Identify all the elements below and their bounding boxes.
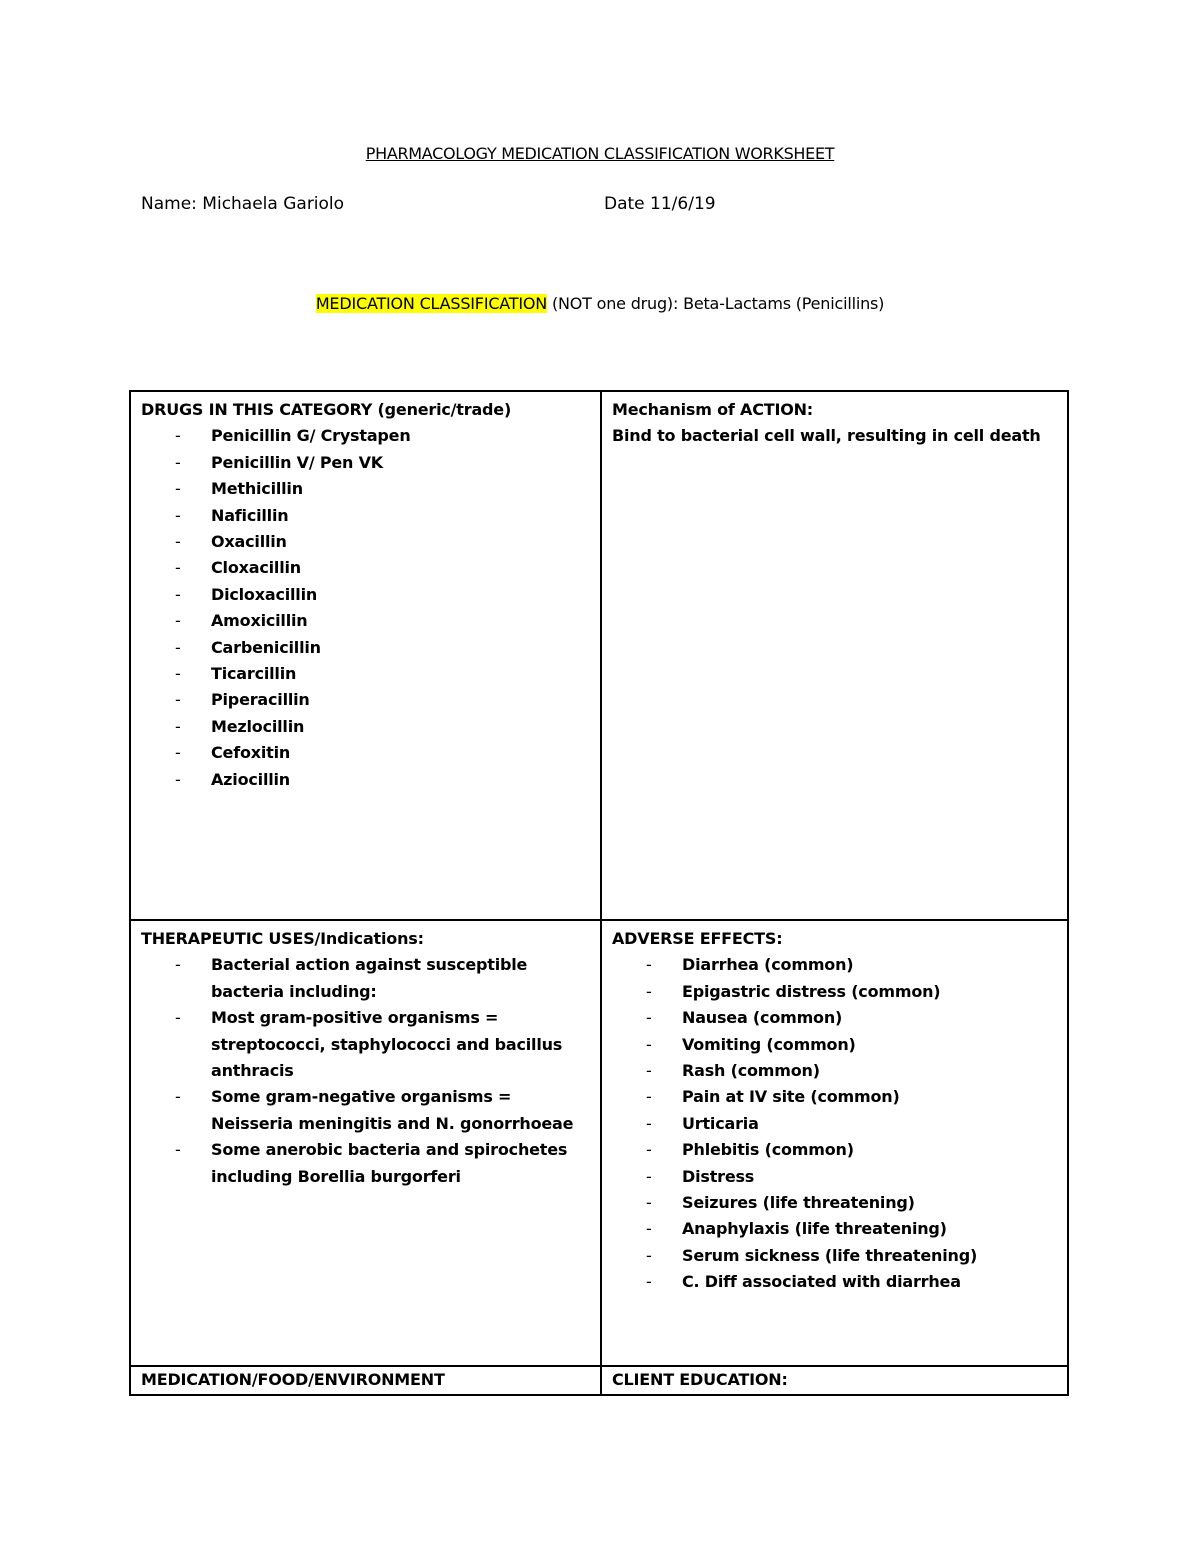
therapeutic-cell [131, 921, 600, 1365]
list-item: - Vomiting (common) [612, 1032, 1057, 1058]
list-item: - Aziocillin [141, 767, 590, 793]
list-item: - Dicloxacillin [141, 582, 590, 608]
list-item: - Some gram-negative organisms = Neisseria meningitis and N. gonorrhoeae [141, 1084, 590, 1137]
list-item: - Penicillin V/ Pen VK [141, 450, 590, 476]
list-item: - Seizures (life threatening) [612, 1190, 1057, 1216]
list-item: - Mezlocillin [141, 714, 590, 740]
list-item: - Bacterial action against susceptible bacteria including: [141, 952, 590, 1005]
list-item: - Penicillin G/ Crystapen [141, 423, 590, 449]
list-item: - Nausea (common) [612, 1005, 1057, 1031]
adverse-list [612, 952, 1057, 1295]
therapeutic-heading: THERAPEUTIC USES/Indications: [141, 929, 424, 948]
list-item: - C. Diff associated with diarrhea [612, 1269, 1057, 1295]
date-label: Date [604, 194, 645, 214]
list-item: - Diarrhea (common) [612, 952, 1057, 978]
list-item: - Serum sickness (life threatening) [612, 1243, 1057, 1269]
date-line [604, 194, 716, 214]
list-item: - Carbenicillin [141, 635, 590, 661]
education-cell [602, 1367, 1067, 1394]
classification-label: MEDICATION CLASSIFICATION [315, 294, 548, 313]
interactions-cell [131, 1367, 600, 1394]
list-item: - Amoxicillin [141, 608, 590, 634]
drugs-cell [131, 392, 600, 919]
list-item: - Anaphylaxis (life threatening) [612, 1216, 1057, 1242]
list-item: - Oxacillin [141, 529, 590, 555]
list-item: - Methicillin [141, 476, 590, 502]
name-label: Name: [141, 194, 197, 214]
list-item: - Cefoxitin [141, 740, 590, 766]
mechanism-text: Bind to bacterial cell wall, resulting in cell death [612, 426, 1041, 446]
name-value: Michaela Gariolo [202, 194, 345, 214]
mechanism-cell [602, 392, 1067, 919]
name-line [141, 194, 344, 214]
drugs-heading: DRUGS IN THIS CATEGORY (generic/trade) [141, 400, 512, 419]
adverse-heading: ADVERSE EFFECTS: [612, 929, 783, 948]
classification-qualifier: (NOT one drug): [551, 294, 679, 313]
list-item: - Ticarcillin [141, 661, 590, 687]
therapeutic-list [141, 952, 590, 1190]
list-item: - Epigastric distress (common) [612, 979, 1057, 1005]
classification-value: Beta-Lactams (Penicillins) [683, 294, 885, 313]
list-item: - Most gram-positive organisms = streptococci, staphylococci and bacillus anthracis [141, 1005, 590, 1084]
list-item: - Distress [612, 1164, 1057, 1190]
interactions-heading: MEDICATION/FOOD/ENVIRONMENT [141, 1370, 445, 1389]
classification-line [0, 294, 1200, 313]
mechanism-heading: Mechanism of ACTION: [612, 400, 813, 419]
list-item: - Rash (common) [612, 1058, 1057, 1084]
list-item: - Urticaria [612, 1111, 1057, 1137]
worksheet-table [129, 390, 1069, 1396]
list-item: - Cloxacillin [141, 555, 590, 581]
date-value: 11/6/19 [650, 194, 716, 214]
drugs-list [141, 423, 590, 793]
list-item: - Naficillin [141, 503, 590, 529]
list-item: - Phlebitis (common) [612, 1137, 1057, 1163]
list-item: - Some anerobic bacteria and spirochetes including Borellia burgorferi [141, 1137, 590, 1190]
list-item: - Piperacillin [141, 687, 590, 713]
adverse-cell [602, 921, 1067, 1365]
education-heading: CLIENT EDUCATION: [612, 1370, 788, 1389]
list-item: - Pain at IV site (common) [612, 1084, 1057, 1110]
page-title: PHARMACOLOGY MEDICATION CLASSIFICATION WORKSHEET [365, 144, 835, 163]
